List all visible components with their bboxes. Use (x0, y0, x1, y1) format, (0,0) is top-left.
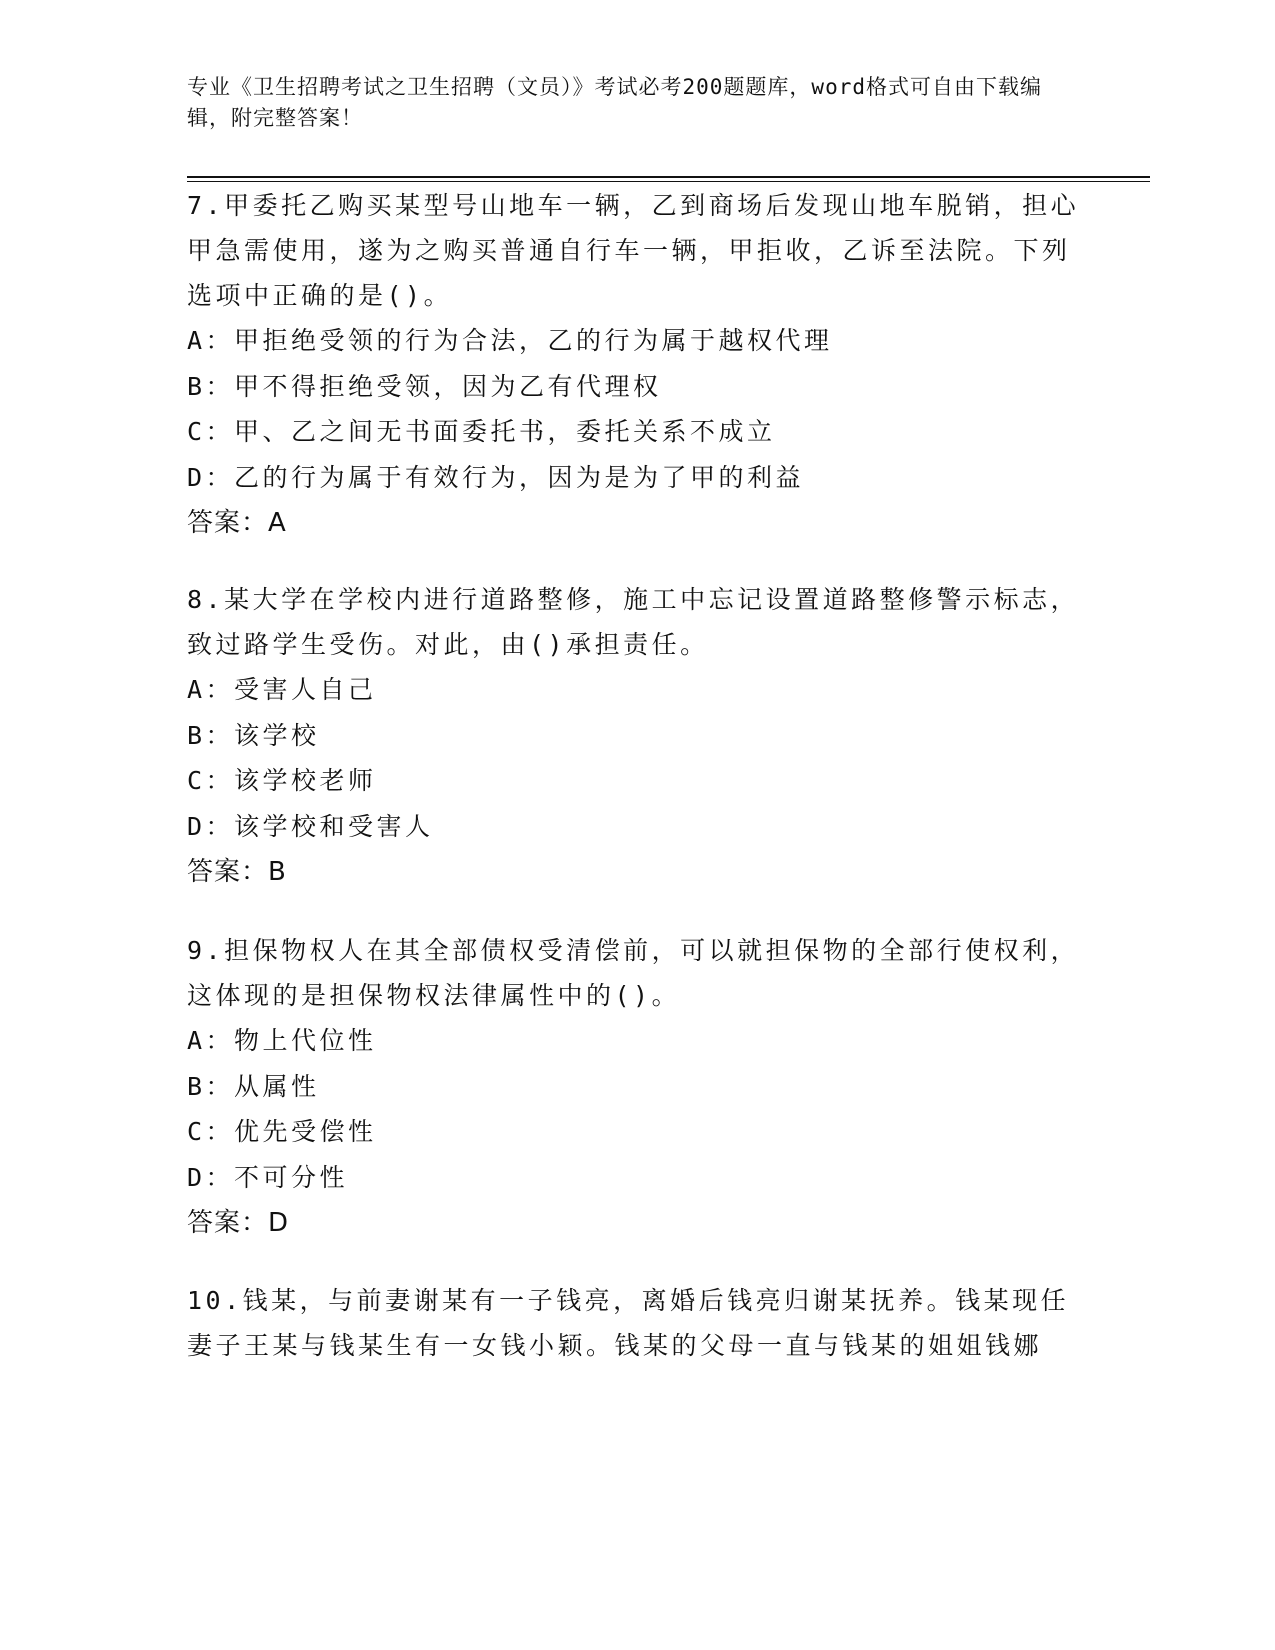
answer: 答案：D (187, 1208, 290, 1238)
header-rule-thick (187, 176, 1150, 178)
option-c: C：该学校老师 (187, 766, 377, 795)
question-text: 9.担保物权人在其全部债权受清偿前，可以就担保物的全部行使权利，这体现的是担保物权法律属性中的()。 (187, 936, 1080, 1010)
option-d: D：乙的行为属于有效行为，因为是为了甲的利益 (187, 462, 805, 492)
answer: 答案：A (187, 508, 287, 538)
option-a: A：甲拒绝受领的行为合法，乙的行为属于越权代理 (187, 326, 833, 355)
option-c: C：优先受偿性 (187, 1117, 377, 1146)
question-text: 8.某大学在学校内进行道路整修，施工中忘记设置道路整修警示标志，致过路学生受伤。对此，由()承担责任。 (187, 585, 1080, 659)
option-d: D：不可分性 (187, 1162, 349, 1192)
option-b: B：甲不得拒绝受领，因为乙有代理权 (187, 371, 662, 401)
option-c: C：甲、乙之间无书面委托书，委托关系不成立 (187, 417, 776, 446)
answer: 答案：B (187, 857, 287, 887)
question-10 (187, 1278, 1087, 1368)
question-8 (187, 577, 1087, 895)
option-a: A：物上代位性 (187, 1026, 377, 1055)
question-text: 10.钱某，与前妻谢某有一子钱亮，离婚后钱亮归谢某抚养。钱某现任妻子王某与钱某生有一女钱小颖。钱某的父母一直与钱某的姐姐钱娜 (187, 1286, 1070, 1360)
question-7 (187, 183, 1087, 546)
option-b: B：该学校 (187, 720, 320, 750)
option-a: A：受害人自己 (187, 675, 377, 704)
document-header: 专业《卫生招聘考试之卫生招聘（文员）》考试必考200题题库，word格式可自由下载编辑，附完整答案！ (187, 75, 1042, 130)
option-d: D：该学校和受害人 (187, 811, 434, 841)
question-9 (187, 928, 1087, 1246)
header-rule-thin (187, 181, 1150, 182)
question-text: 7.甲委托乙购买某型号山地车一辆，乙到商场后发现山地车脱销，担心甲急需使用，遂为之购买普通自行车一辆，甲拒收，乙诉至法院。下列选项中正确的是()。 (187, 191, 1080, 310)
option-b: B：从属性 (187, 1071, 320, 1101)
